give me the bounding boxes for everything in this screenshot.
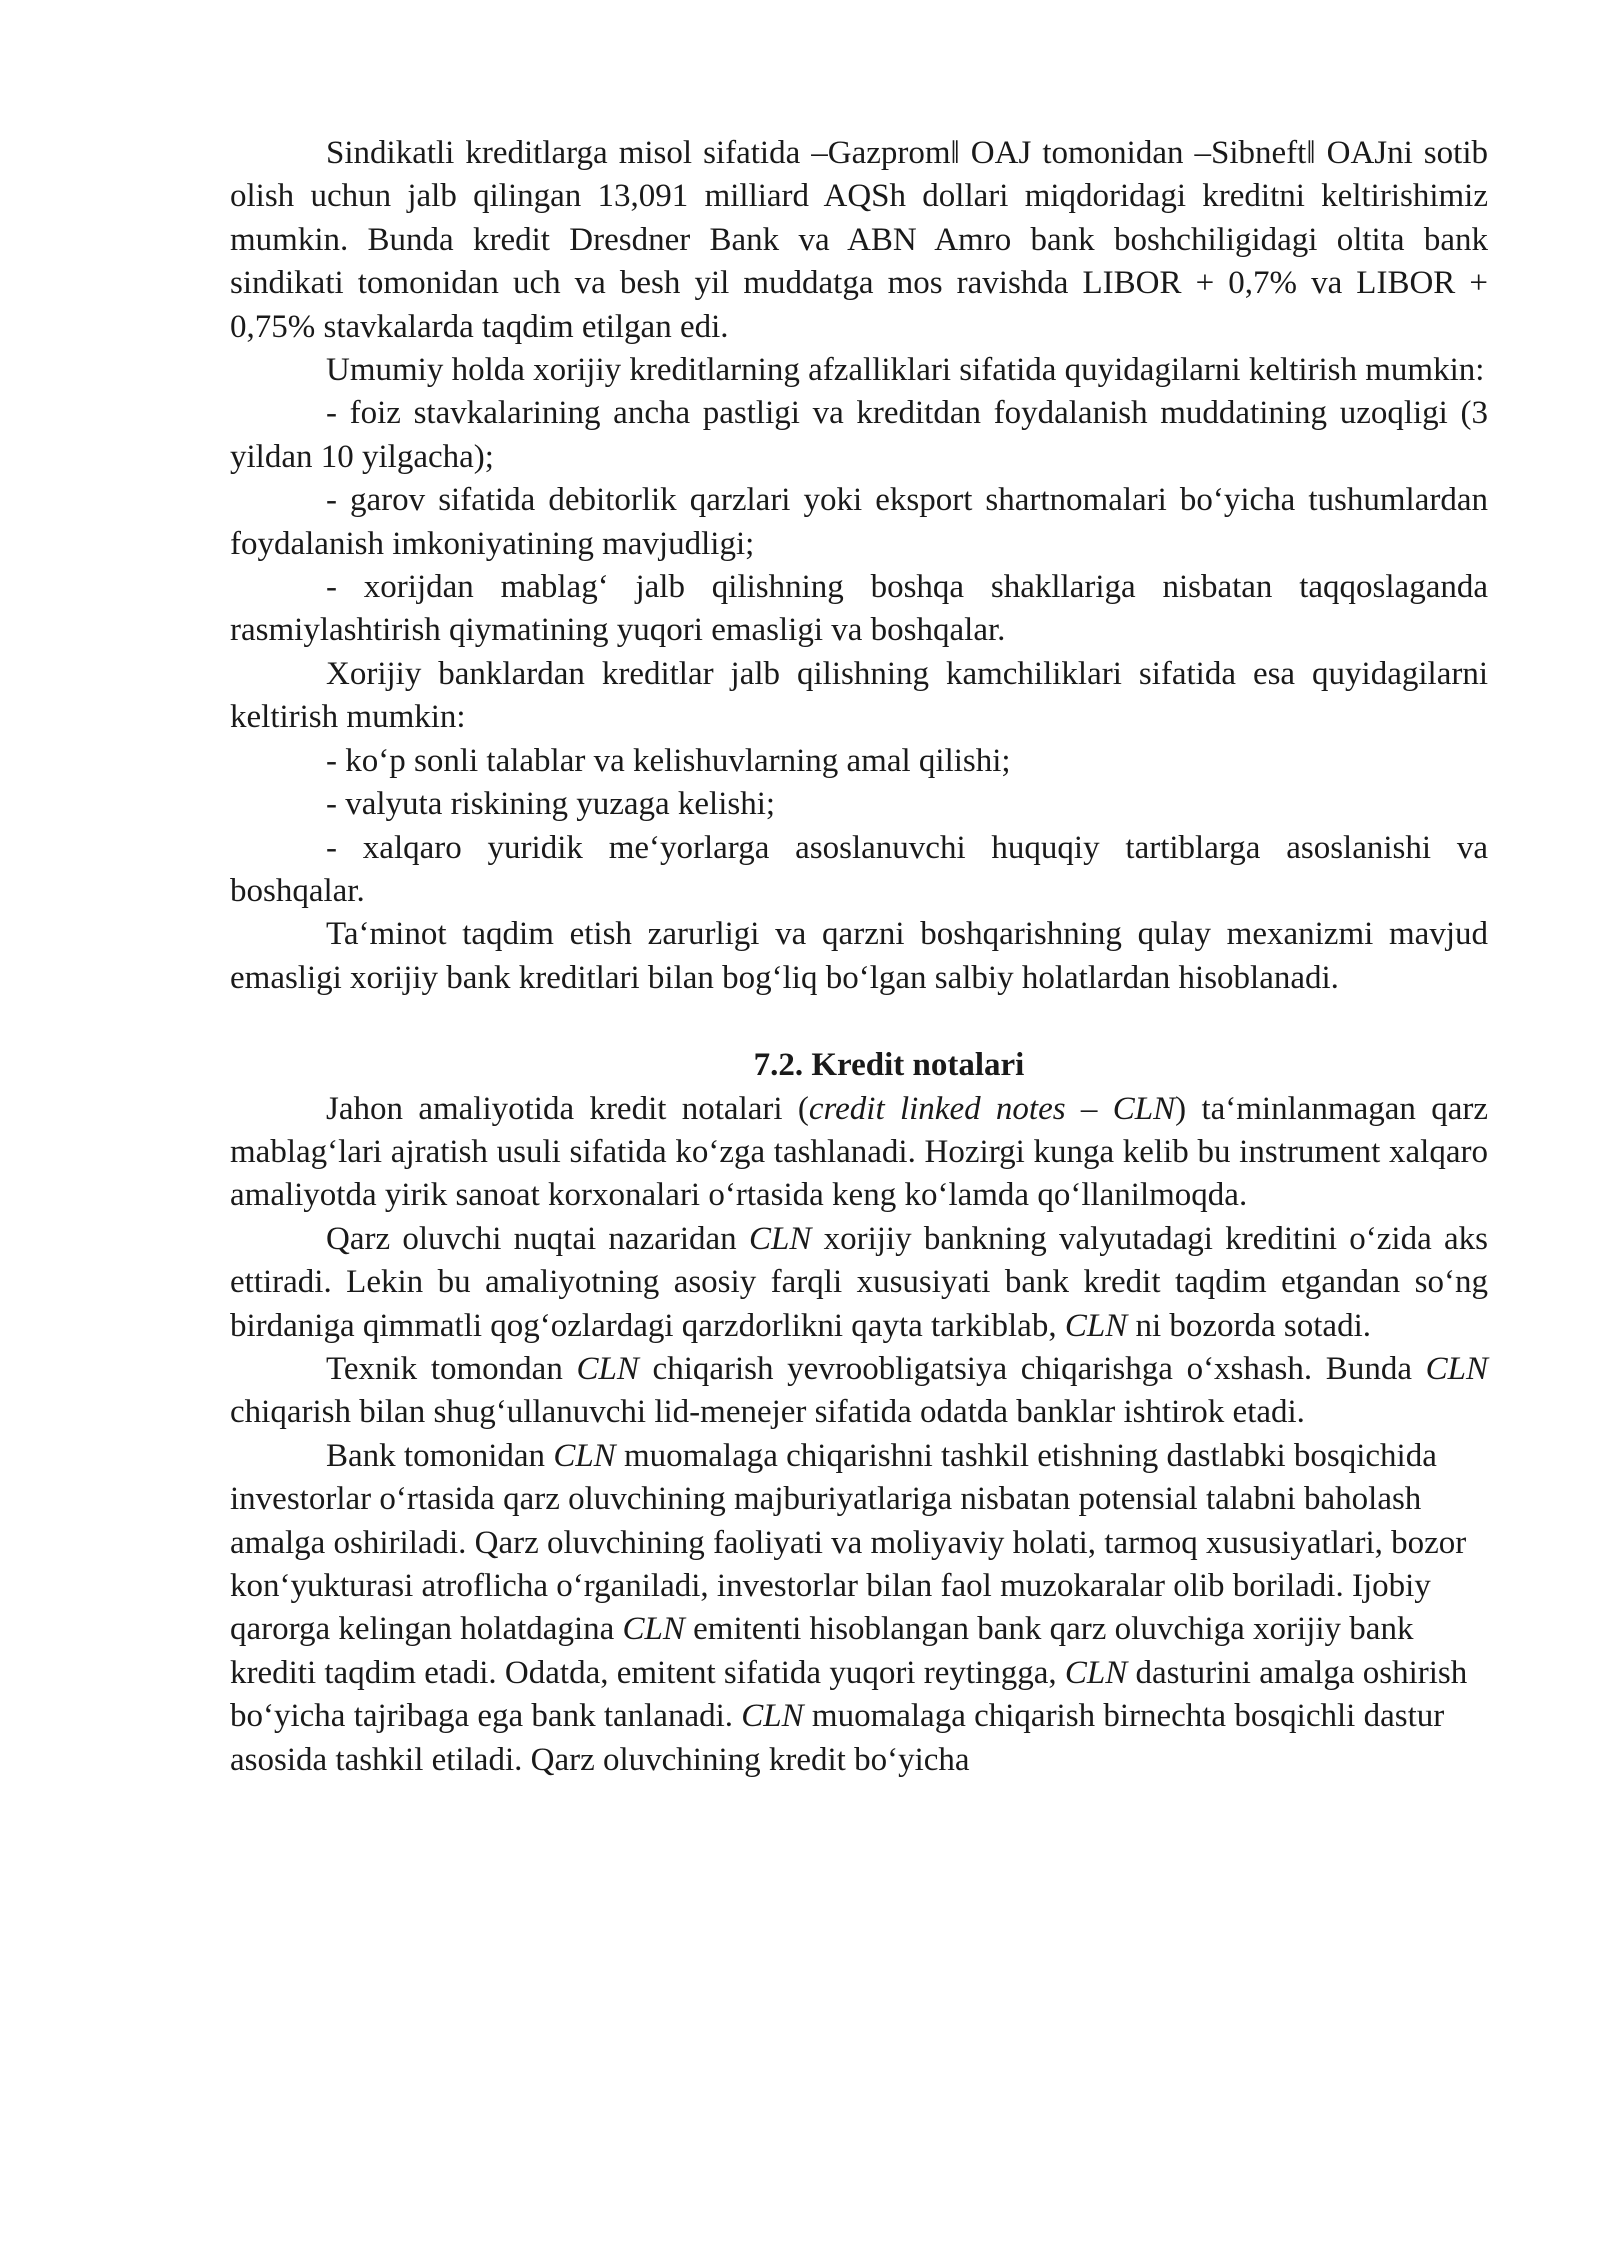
section-heading: 7.2. Kredit notalari	[753, 1047, 1025, 1084]
text-run: ni bozorda sotadi.	[1127, 1307, 1371, 1344]
text-run: Qarz oluvchi nuqtai nazaridan	[326, 1220, 749, 1257]
abbr-cln: CLN	[748, 1220, 812, 1257]
abbr-cln: CLN	[622, 1611, 685, 1648]
advantage-item: - foiz stavkalarining ancha pastligi va kreditdan foydalanish muddatining uzoqligi (3 yildan 10 yilgacha);	[230, 395, 1488, 475]
paragraph-credit-notes-intro	[230, 1088, 1488, 1218]
advantage-item: - garov sifatida debitorlik qarzlari yoki eksport shartnomalari bo‘yicha tushumlardan foydalanish imkoniyatining mavjudligi;	[230, 482, 1488, 562]
text-run: Jahon amaliyotida kredit notalari (	[326, 1090, 809, 1127]
paragraph-borrower-view	[230, 1218, 1488, 1348]
paragraph-issuance-process	[230, 1435, 1488, 1782]
text-run: muomalaga chiqarishni tashkil etishning dastlabki bosqichida investorlar o‘rtasida qarz oluvchining majburiyatlariga nisbatan potensial talabni baholash amalga oshiriladi. Qarz oluvchining faoliyati va moliyaviy holati, tarmoq xususiyatlari, bozor kon‘yukturasi atroflicha o‘rganiladi, investorlar bilan faol muzokaralar olib boriladi. Ijobiy qarorga kelingan holatdagina	[230, 1437, 1467, 1648]
text-run: emitenti hisoblangan bank qarz oluvchiga xorijiy bank krediti taqdim etadi. Odatda, emitent sifatida yuqori reytingga,	[230, 1611, 1414, 1691]
abbr-cln: CLN	[1425, 1350, 1489, 1387]
text-run: chiqarish bilan shug‘ullanuvchi lid-menejer sifatida odatda banklar ishtirok etadi.	[230, 1394, 1305, 1431]
paragraph-advantages-intro: Umumiy holda xorijiy kreditlarning afzalliklari sifatida quyidagilarni keltirish mumkin:	[326, 352, 1485, 389]
paragraph-disadvantages-intro: Xorijiy banklardan kreditlar jalb qilishning kamchiliklari sifatida esa quyidagilarni keltirish mumkin:	[230, 655, 1488, 736]
paragraph-negative-aspects: Ta‘minot taqdim etish zarurligi va qarzni boshqarishning qulay mexanizmi mavjud emasligi xorijiy bank kreditlari bilan bog‘liq bo‘lgan salbiy holatlardan hisoblanadi.	[230, 916, 1488, 996]
disadvantage-item: - valyuta riskining yuzaga kelishi;	[326, 786, 776, 823]
disadvantage-item: - ko‘p sonli talablar va kelishuvlarning amal qilishi;	[326, 742, 1011, 779]
abbr-cln: CLN	[1064, 1654, 1128, 1691]
text-run: ) ta‘minlanmagan qarz mablag‘lari ajratish usuli sifatida ko‘zga tashlanadi. Hozirgi kunga kelib bu instrument xalqaro amaliyotda yirik sanoat korxonalari o‘rtasida keng ko‘lamda qo‘llanilmoqda.	[230, 1090, 1488, 1214]
abbr-cln: CLN	[576, 1350, 639, 1387]
text-run: xorijiy bankning valyutadagi kreditini o‘zida aks ettiradi. Lekin bu amaliyotning asosiy farqli xususiyati bank kredit taqdim etgandan so‘ng birdaniga qimmatli qog‘ozlardagi qarzdorlikni qayta tarkiblab,	[230, 1220, 1489, 1344]
paragraph-syndicated-example: Sindikatli kreditlarga misol sifatida –Gazprom‖ OAJ tomonidan –Sibneft‖ OAJni sotib olish uchun jalb qilingan 13,091 milliard AQSh dollari miqdoridagi kreditni keltirishimiz mumkin. Bunda kredit Dresdner Bank va ABN Amro bank boshchiligidagi oltita bank sindikati tomonidan uch va besh yil muddatga mos ravishda LIBOR + 0,7% va LIBOR + 0,75% stavkalarda taqdim etilgan edi.	[230, 135, 1488, 345]
paragraph-technical-side	[230, 1348, 1488, 1435]
text-run: muomalaga chiqarish birnechta bosqichli dastur asosida tashkil etiladi. Qarz oluvchining kredit bo‘yicha	[230, 1698, 1445, 1778]
abbr-cln: CLN	[553, 1437, 616, 1474]
abbr-cln: CLN	[741, 1698, 804, 1735]
text-run: dasturini amalga oshirish bo‘yicha tajribaga ega bank tanlanadi.	[230, 1654, 1468, 1735]
abbr-cln: CLN	[1064, 1307, 1128, 1344]
disadvantage-item: - xalqaro yuridik me‘yorlarga asoslanuvchi huquqiy tartiblarga asoslanishi va boshqalar.	[230, 829, 1488, 909]
term-italic: credit linked notes – CLN	[808, 1090, 1176, 1127]
text-run: Texnik tomondan	[326, 1350, 577, 1387]
advantage-item: - xorijdan mablag‘ jalb qilishning boshqa shakllariga nisbatan taqqoslaganda rasmiylashtirish qiymatining yuqori emasligi va boshqalar.	[230, 569, 1488, 649]
document-page	[230, 132, 1488, 1782]
text-run: Bank tomonidan	[326, 1437, 554, 1474]
text-run: chiqarish yevroobligatsiya chiqarishga o‘xshash. Bunda	[638, 1350, 1426, 1387]
